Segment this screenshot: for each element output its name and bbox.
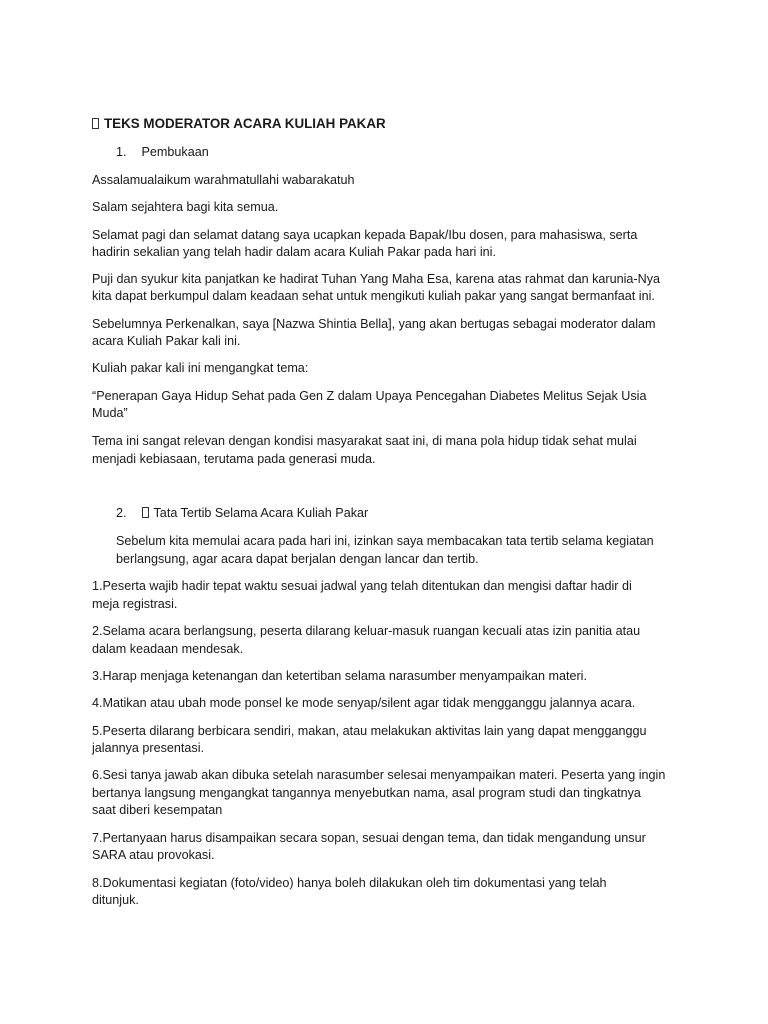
section-2-heading-text: Tata Tertib Selama Acara Kuliah Pakar	[153, 506, 369, 520]
rule-5-line-1: 5.Peserta dilarang berbicara sendiri, makan, atau melakukan aktivitas lain yang dapat mengganggu	[92, 724, 647, 738]
missing-glyph-icon	[92, 118, 99, 129]
rule-1-line-1: 1.Peserta wajib hadir tepat waktu sesuai jadwal yang telah ditentukan dan mengisi daftar hadir di	[92, 579, 632, 593]
relevance-line-2: menjadi kebiasaan, terutama pada generasi muda.	[92, 452, 376, 466]
document-title	[92, 115, 386, 133]
document-title-text: TEKS MODERATOR ACARA KULIAH PAKAR	[104, 116, 386, 131]
section-1-heading-text: Pembukaan	[141, 145, 209, 159]
rule-6-line-1: 6.Sesi tanya jawab akan dibuka setelah narasumber selesai menyampaikan materi. Peserta yang ingin	[92, 768, 666, 782]
rule-5-line-2: jalannya presentasi.	[92, 741, 205, 755]
gratitude-line-1: Puji dan syukur kita panjatkan ke hadirat Tuhan Yang Maha Esa, karena atas rahmat dan karunia-Nya	[92, 272, 660, 286]
rule-2-line-1: 2.Selama acara berlangsung, peserta dilarang keluar-masuk ruangan kecuali atas izin panitia atau	[92, 624, 641, 638]
missing-glyph-icon	[142, 507, 149, 518]
relevance-line-1: Tema ini sangat relevan dengan kondisi masyarakat saat ini, di mana pola hidup tidak sehat mulai	[92, 434, 637, 448]
rule-6-line-3: saat diberi kesempatan	[92, 803, 223, 817]
rule-2-line-2: dalam keadaan mendesak.	[92, 642, 244, 656]
rule-1-line-2: meja registrasi.	[92, 597, 178, 611]
rules-intro-line-2: berlangsung, agar acara dapat berjalan dengan lancar dan tertib.	[116, 552, 479, 566]
theme-line-1: “Penerapan Gaya Hidup Sehat pada Gen Z dalam Upaya Pencegahan Diabetes Melitus Sejak Usia	[92, 389, 647, 403]
rule-3-line-1: 3.Harap menjaga ketenangan dan ketertiban selama narasumber menyampaikan materi.	[92, 669, 587, 683]
section-2-number: 2.	[116, 506, 127, 520]
rule-8-line-1: 8.Dokumentasi kegiatan (foto/video) hanya boleh dilakukan oleh tim dokumentasi yang telah	[92, 876, 607, 890]
gratitude-line-2: kita dapat berkumpul dalam keadaan sehat untuk mengikuti kuliah pakar yang sangat bermanfaat ini.	[92, 289, 655, 303]
greeting-line: Assalamualaikum warahmatullahi wabarakatuh	[92, 173, 355, 187]
intro-line-2: acara Kuliah Pakar kali ini.	[92, 334, 241, 348]
rules-intro-line-1: Sebelum kita memulai acara pada hari ini, izinkan saya membacakan tata tertib selama kegiatan	[116, 534, 654, 548]
rule-4-line-1: 4.Matikan atau ubah mode ponsel ke mode senyap/silent agar tidak mengganggu jalannya acara.	[92, 696, 636, 710]
rule-8-line-2: ditunjuk.	[92, 893, 139, 907]
salam-line: Salam sejahtera bagi kita semua.	[92, 200, 279, 214]
rule-7-line-2: SARA atau provokasi.	[92, 848, 215, 862]
section-2-heading	[116, 504, 368, 522]
welcome-line-2: hadirin sekalian yang telah hadir dalam acara Kuliah Pakar pada hari ini.	[92, 245, 496, 259]
theme-line-2: Muda”	[92, 406, 128, 420]
welcome-line-1: Selamat pagi dan selamat datang saya ucapkan kepada Bapak/Ibu dosen, para mahasiswa, serta	[92, 228, 638, 242]
section-1-number: 1.	[116, 145, 127, 159]
theme-intro-line: Kuliah pakar kali ini mengangkat tema:	[92, 361, 309, 375]
rule-6-line-2: bertanya langsung mengangkat tangannya menyebutkan nama, asal program studi dan tingkatnya	[92, 786, 641, 800]
rule-7-line-1: 7.Pertanyaan harus disampaikan secara sopan, sesuai dengan tema, dan tidak mengandung unsur	[92, 831, 646, 845]
section-1-heading	[116, 143, 209, 161]
intro-line-1: Sebelumnya Perkenalkan, saya [Nazwa Shintia Bella], yang akan bertugas sebagai moderator dalam	[92, 317, 656, 331]
